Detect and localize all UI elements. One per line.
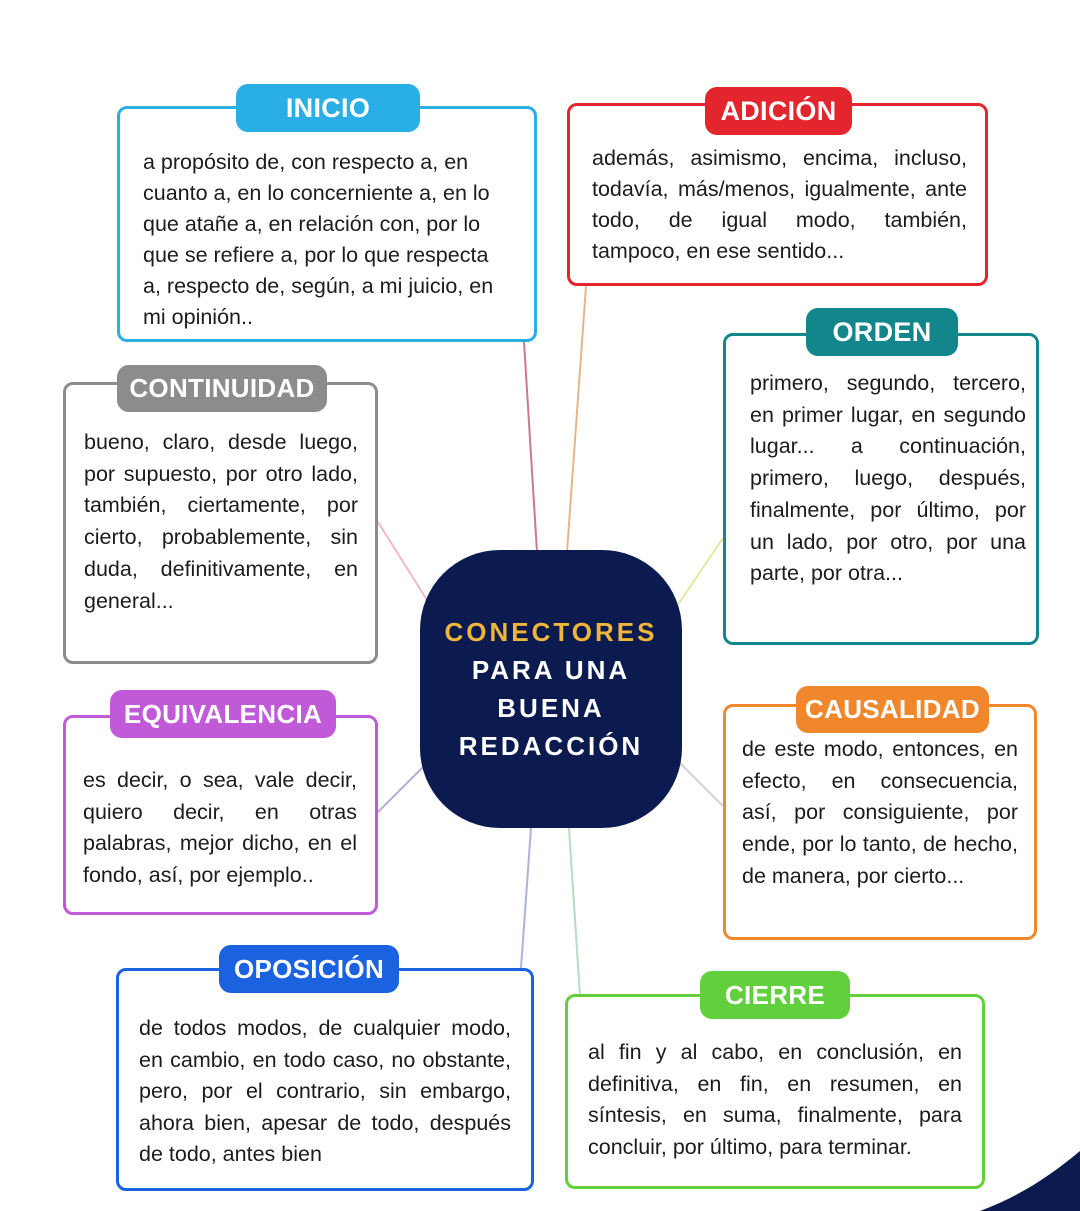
tag-continuidad: CONTINUIDAD bbox=[117, 365, 327, 412]
link-continuidad bbox=[378, 522, 432, 608]
link-oposicion bbox=[521, 828, 531, 968]
text-cierre: al fin y al cabo, en conclusión, en definitiva, en fin, en resumen, en síntesis, en suma, finalmente, para concluir, por último, para terminar. bbox=[588, 1040, 962, 1159]
tag-cierre: CIERRE bbox=[700, 971, 850, 1019]
link-adicion bbox=[567, 286, 586, 552]
text-inicio: a propósito de, con respecto a, en cuanto a, en lo concerniente a, en lo que atañe a, en relación con, por lo que se refiere a, por lo que respecta a, respecto de, según, a mi juicio, en mi opinión.. bbox=[143, 150, 494, 329]
tag-orden: ORDEN bbox=[806, 308, 958, 356]
tag-equivalencia: EQUIVALENCIA bbox=[110, 690, 336, 738]
tag-adicion: ADICIÓN bbox=[705, 87, 852, 135]
link-cierre bbox=[569, 828, 580, 996]
tag-inicio: INICIO bbox=[236, 84, 420, 132]
text-causalidad: de este modo, entonces, en efecto, en consecuencia, así, por consiguiente, por ende, por lo tanto, de hecho, de manera, por cierto... bbox=[742, 737, 1018, 888]
text-oposicion: de todos modos, de cualquier modo, en cambio, en todo caso, no obstante, pero, por el contrario, sin embargo, ahora bien, apesar de todo, después de todo, antes bien bbox=[139, 1016, 511, 1166]
tag-oposicion: OPOSICIÓN bbox=[219, 945, 399, 993]
link-causalidad bbox=[677, 760, 723, 806]
text-adicion: además, asimismo, encima, incluso, todavía, más/menos, igualmente, ante todo, de igual modo, también, tampoco, en ese sentido... bbox=[592, 146, 967, 263]
text-continuidad: bueno, claro, desde luego, por supuesto, por otro lado, también, ciertamente, por cierto, probablemente, sin duda, definitivamente, en general... bbox=[84, 430, 358, 613]
corner-swoosh-decoration bbox=[980, 1151, 1080, 1211]
text-orden: primero, segundo, tercero, en primer lugar, en segundo lugar... a continuación, primero, luego, después, finalmente, por último, por un lado, por otro, por una parte, por otra... bbox=[750, 371, 1026, 586]
center-title-line1: CONECTORES bbox=[444, 617, 658, 647]
center-title-line2: PARA UNA bbox=[471, 655, 631, 685]
center-title-line3: BUENA bbox=[497, 693, 605, 723]
text-equivalencia: es decir, o sea, vale decir, quiero decir, en otras palabras, mejor dicho, en el fondo, así, por ejemplo.. bbox=[83, 768, 357, 888]
tag-causalidad: CAUSALIDAD bbox=[796, 686, 989, 733]
link-inicio bbox=[524, 342, 537, 552]
link-equivalencia bbox=[378, 762, 428, 812]
center-node bbox=[420, 550, 682, 828]
link-orden bbox=[673, 538, 723, 612]
center-title-line4: REDACCIÓN bbox=[458, 731, 644, 761]
